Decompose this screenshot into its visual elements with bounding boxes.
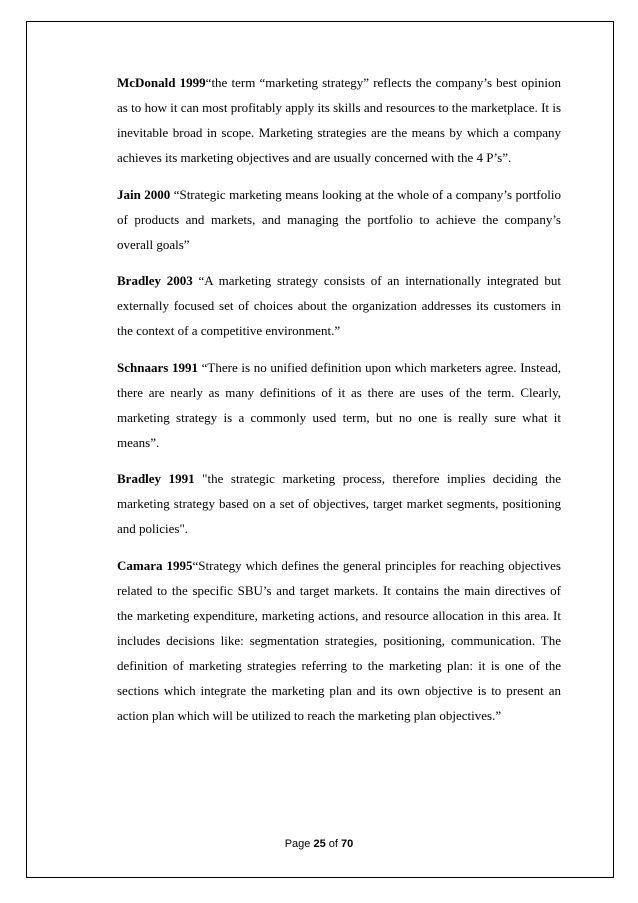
quote-text: “There is no unified definition upon which marketers agree. Instead, there are nearly as many definitions of it as there are uses of the term. Clearly, marketing strategy is a commonly used term, but no one is really sure what it means”. <box>117 359 561 450</box>
quote-text: “the term “marketing strategy” reflects the company’s best opinion as to how it can most profitably apply its skills and resources to the marketplace. It is inevitable broad in scope. Marketing strategies are the means by which a company achieves its marketing objectives and are usually concerned with the 4 P’s”. <box>117 75 561 165</box>
quote-author: Bradley 2003 <box>117 273 193 288</box>
current-page-number: 25 <box>313 838 326 850</box>
quote-paragraph-bradley-1991 <box>117 466 561 541</box>
quote-paragraph-schnaars <box>117 355 561 455</box>
total-pages-number: 70 <box>341 838 354 850</box>
of-word: of <box>328 838 338 850</box>
quote-paragraph-mcdonald <box>117 70 561 170</box>
quote-text: “Strategy which defines the general principles for reaching objectives related to the specific SBU’s and target markets. It contains the main directives of the marketing expenditure, marketing actions, and resource allocation in this area. It includes decisions like: segmentation strategies, positioning, communication. The definition of marketing strategies referring to the marketing plan: it is one of the sections which integrate the marketing plan and its own objective is to present an action plan which will be utilized to reach the marketing plan objectives.” <box>117 557 561 723</box>
quote-author: McDonald 1999 <box>117 75 206 90</box>
quote-author: Camara 1995 <box>117 557 193 573</box>
quote-text: “A marketing strategy consists of an internationally integrated but externally focused set of choices about the organization addresses its customers in the context of a competitive environment.” <box>117 273 561 338</box>
page-word: Page <box>284 838 311 850</box>
quote-author: Bradley 1991 <box>117 471 195 486</box>
quote-text: “Strategic marketing means looking at the whole of a company’s portfolio of products and markets, and managing the portfolio to achieve the company’s overall goals” <box>117 186 561 252</box>
quote-author: Schnaars 1991 <box>117 359 198 375</box>
quote-author: Jain 2000 <box>117 186 171 202</box>
quote-text: "the strategic marketing process, therefore implies deciding the marketing strategy based on a set of objectives, target market segments, positioning and policies". <box>117 471 561 536</box>
quote-paragraph-jain <box>117 182 561 257</box>
quote-paragraph-camara <box>117 553 561 728</box>
quote-paragraph-bradley-2003 <box>117 268 561 343</box>
document-body <box>117 70 561 739</box>
page-footer <box>0 838 638 850</box>
